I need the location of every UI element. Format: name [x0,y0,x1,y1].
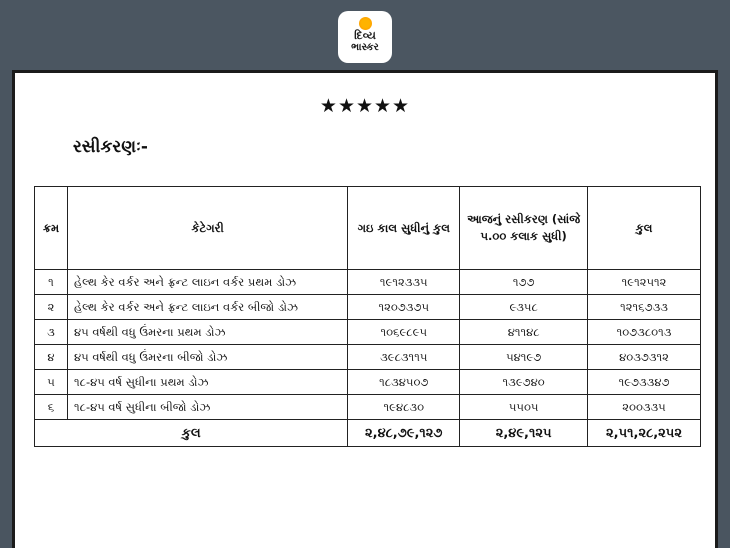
cell-serial: ૬ [35,395,68,420]
total-today: ૨,૪૯,૧૨૫ [460,420,588,447]
cell-till-yesterday: ૩૯૮૩૧૧૫ [348,345,460,370]
cell-category: ૧૮-૪૫ વર્ષ સુધીના બીજો ડોઝ [67,395,347,420]
cell-today: ૫૫૦૫ [460,395,588,420]
header-today: આજનું રસીકરણ (સાંજે ૫.૦૦ કલાક સુધી) [460,187,588,270]
cell-category: હેલ્થ કેર વર્કર અને ફ્રન્ટ લાઇન વર્કર પ્રથમ ડોઝ [67,270,347,295]
header-serial: ક્રમ [35,187,68,270]
cell-today: ૧૩૯૭૪૦ [460,370,588,395]
section-heading: રસીકરણઃ- [73,137,148,157]
top-bar [0,0,730,70]
header-category: કેટેગરી [67,187,347,270]
table-row [35,295,701,320]
cell-today: ૫૪૧૯૭ [460,345,588,370]
cell-till-yesterday: ૧૮૩૪૫૦૭ [348,370,460,395]
cell-serial: ૪ [35,345,68,370]
divya-bhaskar-logo[interactable] [338,11,392,63]
cell-serial: ૧ [35,270,68,295]
header-till-yesterday: ગઇ કાલ સુધીનું કુલ [348,187,460,270]
cell-serial: ૨ [35,295,68,320]
cell-till-yesterday: ૧૯૪૮૩૦ [348,395,460,420]
total-label: કુલ [35,420,348,447]
table-header-row [35,187,701,270]
cell-till-yesterday: ૧૦૬૯૮૯૫ [348,320,460,345]
document-sheet [12,70,718,548]
cell-today: ૧૭૭ [460,270,588,295]
cell-today: ૪૧૧૪૮ [460,320,588,345]
total-row [35,420,701,447]
cell-total: ૪૦૩૭૩૧૨ [588,345,701,370]
cell-category: ૪૫ વર્ષથી વધુ ઉંમરના બીજો ડોઝ [67,345,347,370]
cell-till-yesterday: ૧૯૧૨૩૩૫ [348,270,460,295]
cell-category: હેલ્થ કેર વર્કર અને ફ્રન્ટ લાઇન વર્કર બીજો ડોઝ [67,295,347,320]
table-row [35,320,701,345]
vaccination-table [34,186,701,447]
cell-total: ૧૨૧૬૭૩૩ [588,295,701,320]
cell-category: ૧૮-૪૫ વર્ષ સુધીના પ્રથમ ડોઝ [67,370,347,395]
cell-category: ૪૫ વર્ષથી વધુ ઉંમરના પ્રથમ ડોઝ [67,320,347,345]
cell-total: ૧૯૭૩૩૪૭ [588,370,701,395]
table-row [35,395,701,420]
star-divider: ★★★★★ [319,95,411,117]
cell-total: ૨૦૦૩૩૫ [588,395,701,420]
table-row [35,345,701,370]
logo-line-2: ભાસ્કર [351,42,379,53]
table-row [35,270,701,295]
logo-line-1: દિવ્ય [354,29,376,42]
cell-total: ૧૯૧૨૫૧૨ [588,270,701,295]
total-till-yesterday: ૨,૪૮,૭૯,૧૨૭ [348,420,460,447]
cell-serial: ૫ [35,370,68,395]
cell-total: ૧૦૭૩૮૦૧૩ [588,320,701,345]
cell-serial: ૩ [35,320,68,345]
cell-till-yesterday: ૧૨૦૭૩૭૫ [348,295,460,320]
total-overall: ૨,૫૧,૨૮,૨૫૨ [588,420,701,447]
cell-today: ૯૩૫૮ [460,295,588,320]
header-total: કુલ [588,187,701,270]
table-row [35,370,701,395]
